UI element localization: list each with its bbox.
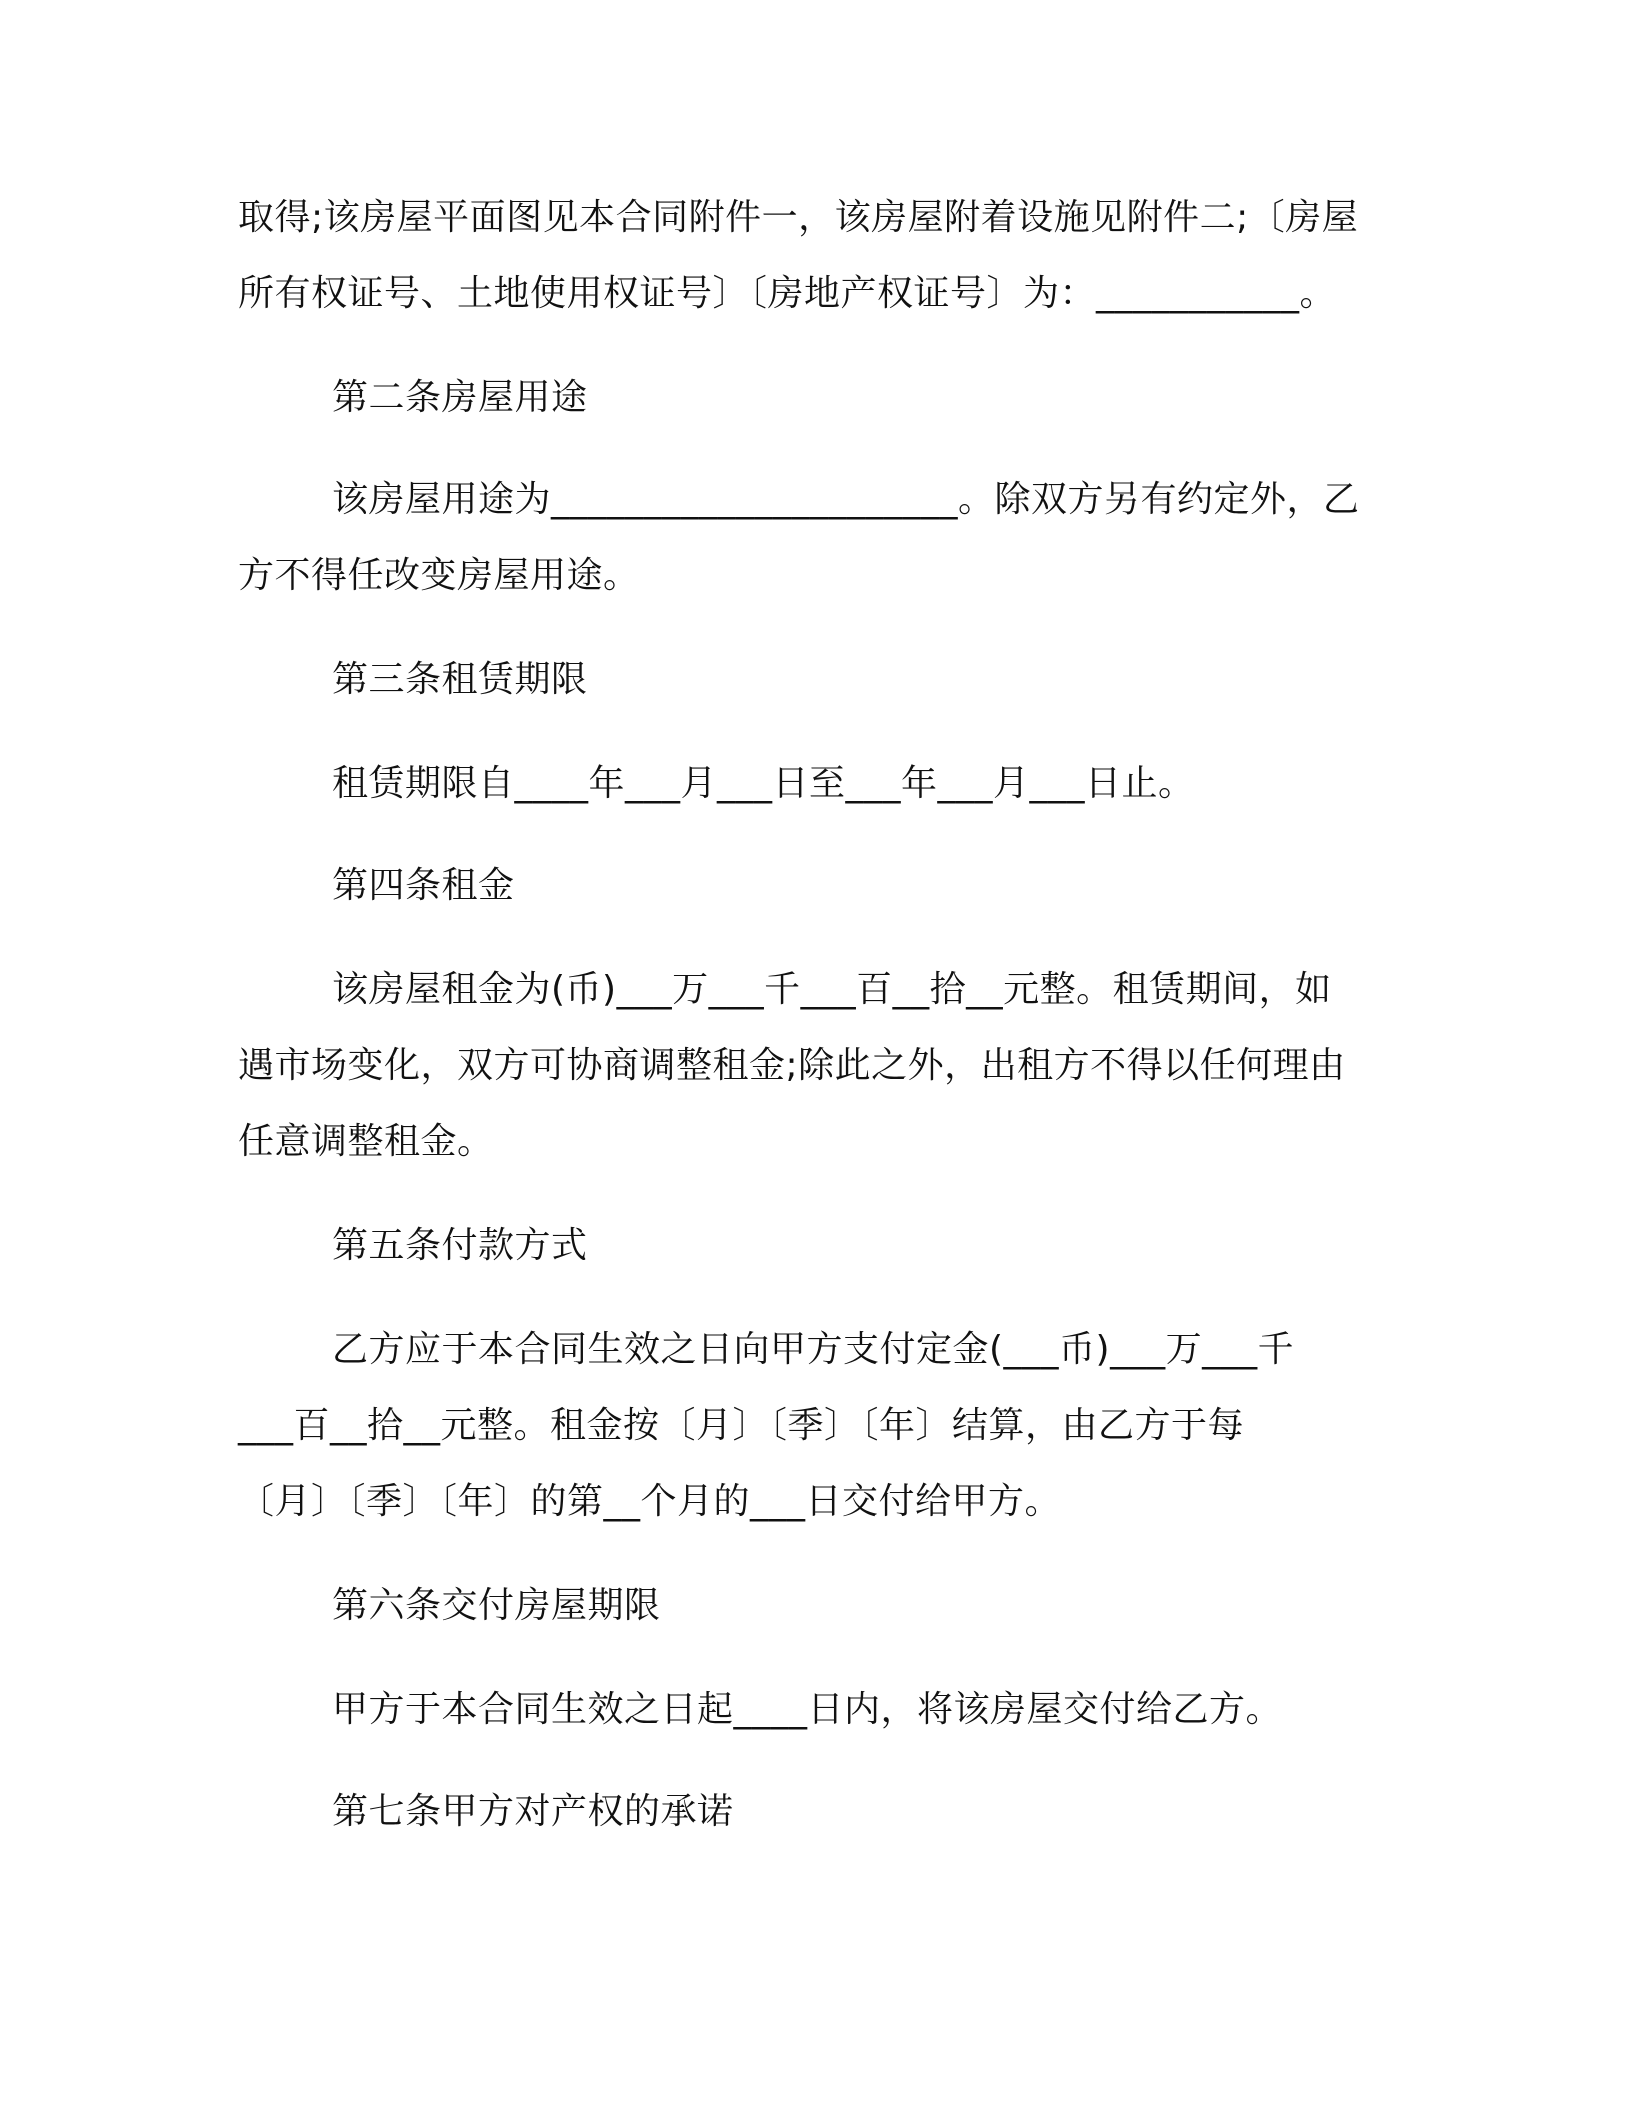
paragraph-line: 任意调整租金。 [238, 1121, 494, 1162]
paragraph-line: 甲方于本合同生效之日起____日内，将该房屋交付给乙方。 [332, 1689, 1283, 1730]
article-heading: 第二条房屋用途 [332, 377, 588, 418]
paragraph-line: 方不得任改变房屋用途。 [238, 555, 640, 596]
paragraph-line: 该房屋用途为______________________。除双方另有约定外，乙 [332, 479, 1360, 520]
article-heading: 第六条交付房屋期限 [332, 1585, 661, 1626]
article-heading: 第四条租金 [332, 865, 515, 906]
paragraph-line: 租赁期限自____年___月___日至___年___月___日止。 [332, 763, 1195, 804]
paragraph-line: 该房屋租金为(币)___万___千___百__拾__元整。租赁期间，如 [332, 969, 1332, 1010]
article-heading: 第三条租赁期限 [332, 659, 588, 700]
paragraph-line: ___百__拾__元整。租金按〔月〕〔季〕〔年〕结算，由乙方于每 [238, 1405, 1245, 1446]
article-heading: 第七条甲方对产权的承诺 [332, 1791, 734, 1832]
paragraph-line: 所有权证号、土地使用权证号〕〔房地产权证号〕为：___________。 [238, 273, 1337, 314]
article-heading: 第五条付款方式 [332, 1225, 588, 1266]
paragraph-line: 〔月〕〔季〕〔年〕的第__个月的___日交付给甲方。 [238, 1481, 1062, 1522]
paragraph-line: 遇市场变化，双方可协商调整租金;除此之外，出租方不得以任何理由 [238, 1045, 1346, 1086]
paragraph-line: 乙方应于本合同生效之日向甲方支付定金(___币)___万___千 [332, 1329, 1295, 1370]
paragraph-line: 取得;该房屋平面图见本合同附件一，该房屋附着设施见附件二;〔房屋 [238, 197, 1359, 238]
